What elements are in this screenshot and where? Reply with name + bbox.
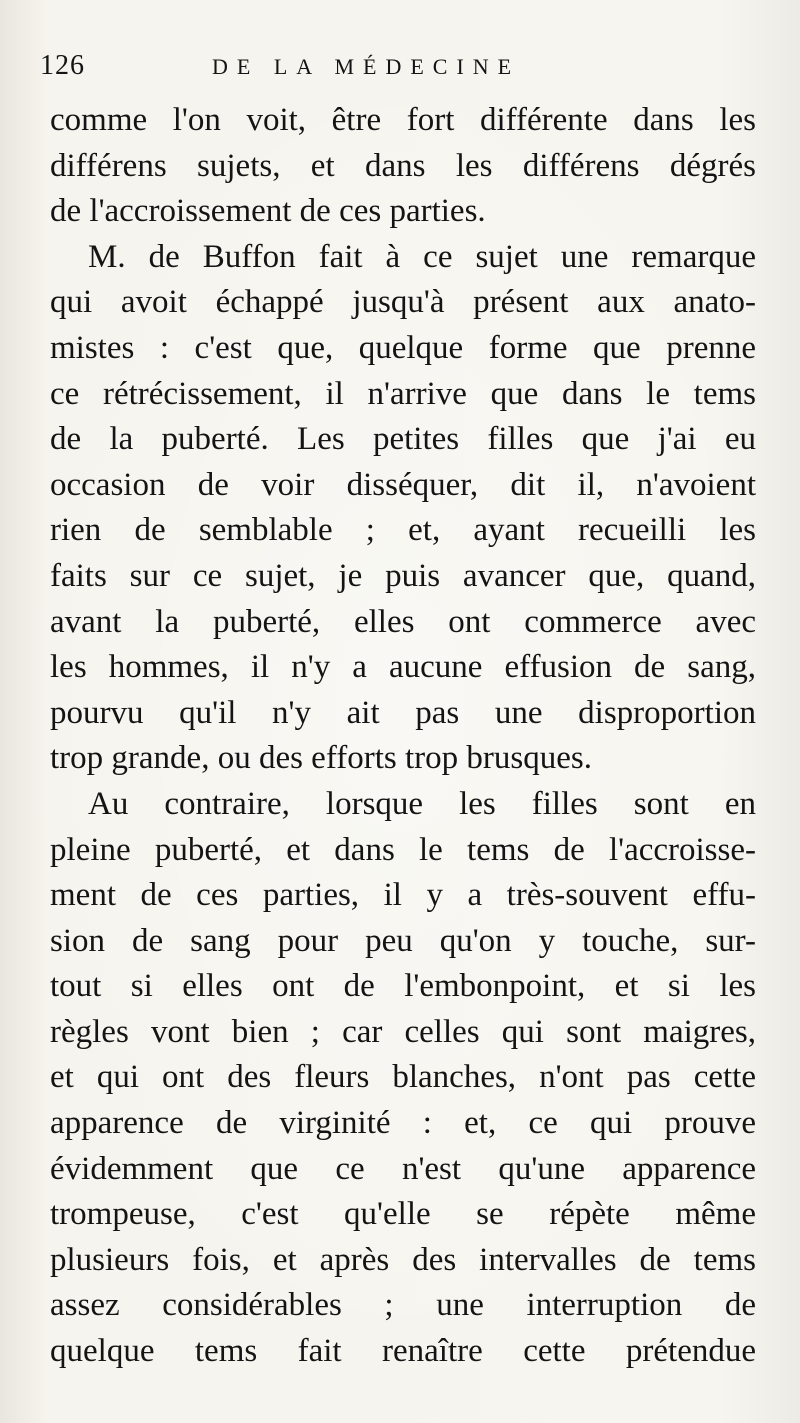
text-line: avant la puberté, elles ont commerce avec <box>50 603 756 640</box>
text-line: occasion de voir disséquer, dit il, n'avoient <box>50 466 756 503</box>
running-head <box>40 50 600 90</box>
text-line: comme l'on voit, être fort différente dans les <box>50 102 756 138</box>
text-line: Au contraire, lorsque les filles sont en <box>88 785 756 822</box>
text-line: sion de sang pour peu qu'on y touche, sur- <box>50 922 756 959</box>
page-number: 126 <box>40 50 85 81</box>
running-title: DE LA MÉDECINE <box>212 54 521 79</box>
text-line: trompeuse, c'est qu'elle se répète même <box>50 1196 756 1233</box>
text-line: et qui ont des fleurs blanches, n'ont pas cette <box>50 1059 756 1096</box>
text-line: tout si elles ont de l'embonpoint, et si les <box>50 968 756 1005</box>
text-line: de la puberté. Les petites filles que j'ai eu <box>50 421 756 458</box>
text-line: de l'accroissement de ces parties. <box>50 193 486 230</box>
text-line: règles vont bien ; car celles qui sont maigres, <box>50 1013 756 1050</box>
text-line: rien de semblable ; et, ayant recueilli les <box>50 512 756 549</box>
text-line: apparence de virginité : et, ce qui prouve <box>50 1105 756 1142</box>
text-line: quelque tems fait renaître cette prétendue <box>50 1333 756 1370</box>
text-line: trop grande, ou des efforts trop brusques. <box>50 740 592 777</box>
text-line: différens sujets, et dans les différens dégrés <box>50 147 756 184</box>
text-line: qui avoit échappé jusqu'à présent aux anato- <box>50 284 756 321</box>
text-line: assez considérables ; une interruption de <box>50 1287 756 1324</box>
text-line: mistes : c'est que, quelque forme que prenne <box>50 329 756 366</box>
text-line: ment de ces parties, il y a très-souvent effu- <box>50 877 756 914</box>
text-line: M. de Buffon fait à ce sujet une remarque <box>88 238 756 275</box>
text-line: pourvu qu'il n'y ait pas une disproportion <box>50 694 756 731</box>
text-line: les hommes, il n'y a aucune effusion de sang, <box>50 649 756 686</box>
text-line: pleine puberté, et dans le tems de l'accroisse- <box>50 831 756 868</box>
text-line: évidemment que ce n'est qu'une apparence <box>50 1150 756 1187</box>
text-line: ce rétrécissement, il n'arrive que dans le tems <box>50 375 756 412</box>
text-line: faits sur ce sujet, je puis avancer que, quand, <box>50 557 756 594</box>
text-line: plusieurs fois, et après des intervalles de tems <box>50 1241 756 1278</box>
body-text <box>50 98 756 1375</box>
